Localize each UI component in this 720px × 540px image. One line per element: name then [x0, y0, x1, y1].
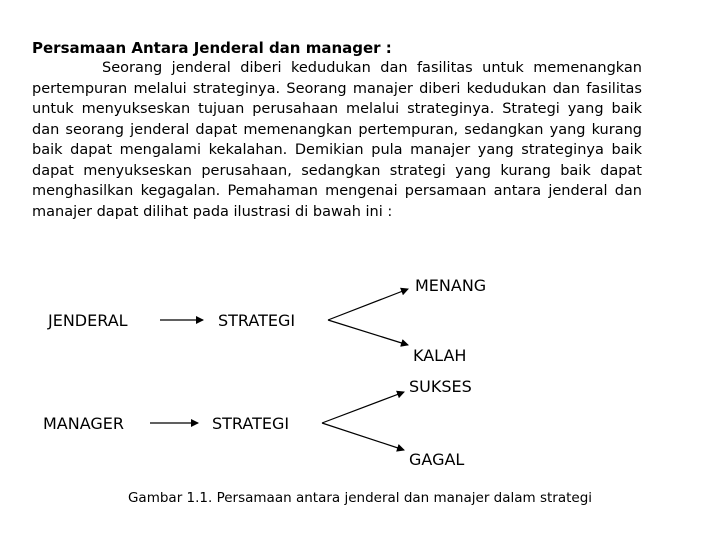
- manager-label: MANAGER: [43, 414, 125, 433]
- strategi-label-1: STRATEGI: [218, 311, 296, 330]
- menang-label: MENANG: [415, 276, 487, 295]
- section-heading: Persamaan Antara Jenderal dan manager :: [32, 39, 392, 57]
- strategi-to-gagal-branch: [322, 423, 404, 450]
- strategi-label-2: STRATEGI: [212, 414, 290, 433]
- figure-caption: Gambar 1.1. Persamaan antara jenderal dan manajer dalam strategi: [127, 490, 593, 506]
- body-paragraph: Seorang jenderal diberi kedudukan dan fasilitas untuk memenangkan pertempuran melalui strateginya. Seorang manajer diberi kedudukan dan fasilitas untuk menyukseskan tujuan perusahaan melalui strateginya. Strategi yang baik dan seorang jenderal dapat memenangkan pertempuran, sedangkan yang kurang baik dapat mengalami kekalahan. Demikian pula manajer yang strateginya baik dapat menyukseskan perusahaan, sedangkan strategi yang kurang baik dapat menghasilkan kegagalan. Pemahaman mengenai persamaan antara jenderal dan manajer dapat dilihat pada ilustrasi di bawah ini :: [32, 60, 642, 220]
- jenderal-label: JENDERAL: [48, 311, 128, 330]
- sukses-label: SUKSES: [409, 377, 472, 396]
- strategi-to-menang-branch: [328, 289, 408, 320]
- gagal-label: GAGAL: [409, 450, 465, 469]
- strategi-to-sukses-branch: [322, 392, 404, 423]
- kalah-label: KALAH: [413, 346, 467, 365]
- strategi-to-kalah-branch: [328, 320, 408, 345]
